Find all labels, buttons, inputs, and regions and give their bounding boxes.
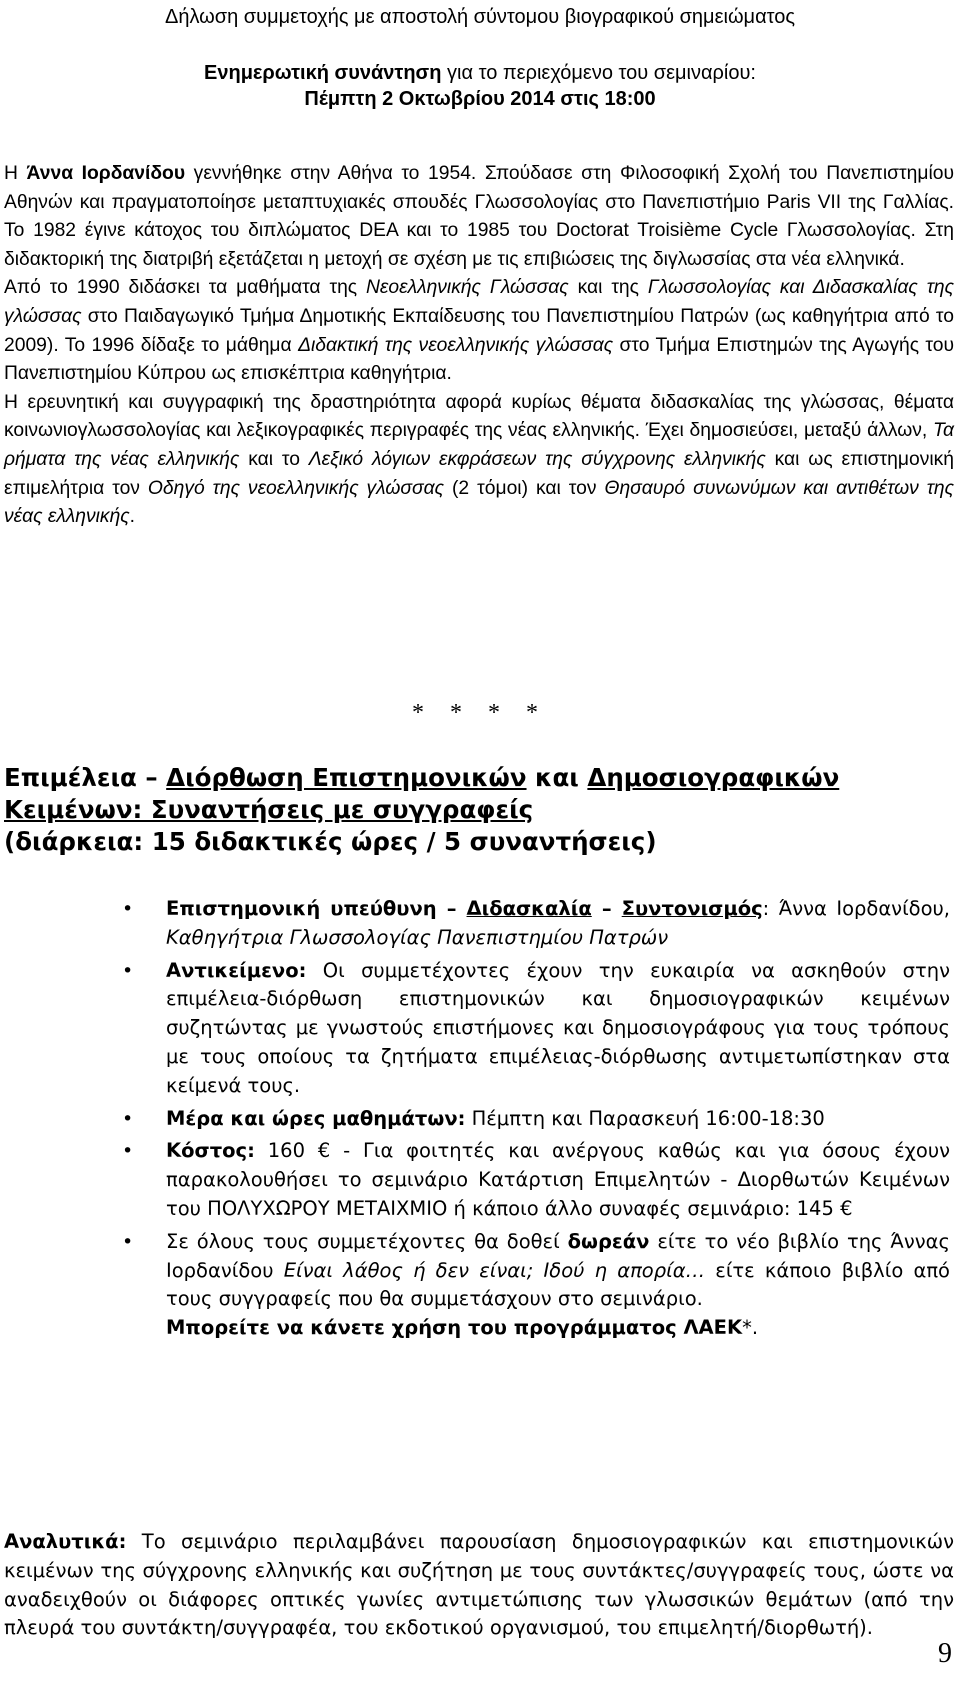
details-label: Αναλυτικά: bbox=[4, 1530, 127, 1553]
bio-text: στο Τμήμα Επιστημών της Αγωγής του Πανεπιστημίου Κύπρου ως επισκέπτρια καθηγήτρια. bbox=[4, 334, 955, 385]
bio-text: στο Παιδαγωγικό Τμήμα Δημοτικής Εκπαίδευσης του Πανεπιστημίου Πατρών (ως καθηγήτρια από το 2009). Το 1996 δίδαξε το μάθημα bbox=[4, 305, 954, 356]
meeting-date bbox=[0, 86, 960, 112]
meeting-date-text: Πέμπτη 2 Οκτωβρίου 2014 στις 18:00 bbox=[304, 88, 656, 110]
item-text: είτε το νέο βιβλίο της Άννας Ιορδανίδου bbox=[166, 1229, 950, 1282]
bullet-icon: • bbox=[122, 1230, 134, 1253]
item-label: Συντονισμός bbox=[621, 897, 763, 920]
item-text: είτε κάποιο βιβλίο από τους συγγραφείς που θα συμμετάσχουν στο σεμινάριο. bbox=[166, 1258, 950, 1311]
list-item-subject bbox=[0, 957, 950, 1101]
book-title: Τα ρήματα της νέας ελληνικής bbox=[4, 420, 954, 470]
laek-footnote-mark: *. bbox=[742, 1316, 759, 1340]
bullet-icon: • bbox=[122, 959, 134, 982]
list-item-cost bbox=[0, 1137, 950, 1223]
book-title: Θησαυρό συνωνύμων και αντιθέτων της νέας ελληνικής bbox=[4, 477, 955, 528]
meeting-label: Ενημερωτική συνάντηση bbox=[204, 62, 442, 84]
bullet-icon: • bbox=[122, 1107, 134, 1130]
item-label: Αντικείμενο: bbox=[166, 958, 307, 982]
item-text: : Άννα Ιορδανίδου, bbox=[762, 897, 951, 920]
course-title-line bbox=[4, 762, 954, 826]
bio-text: Η bbox=[4, 163, 27, 184]
bio-text: Η ερευνητική και συγγραφική της δραστηριότητα αφορά κυρίως θέματα διδασκαλίας της γλώσσας, θέματα κοινωνιογλωσσολογίας και λεξικογραφικές περιγραφές της νέας ελληνικής. Έχει δημοσιεύσει, μεταξύ άλλων, bbox=[4, 391, 954, 442]
meeting-text: για το περιεχόμενο του σεμιναρίου: bbox=[441, 62, 756, 84]
item-label: Κόστος: bbox=[166, 1139, 255, 1163]
course-title-part: και bbox=[526, 763, 588, 792]
meeting-line bbox=[0, 60, 960, 86]
bio-text: και ως επιστημονική επιμελήτρια τον bbox=[4, 448, 954, 499]
laek-note: Μπορείτε να κάνετε χρήση του προγράμματος ΛΑΕΚ bbox=[166, 1316, 743, 1340]
details-paragraph bbox=[4, 1528, 954, 1643]
details-text: Το σεμινάριο περιλαμβάνει παρουσίαση δημοσιογραφικών και επιστημονικών κειμένων της σύγχρονης ελληνικής και συζήτηση με τους συντάκτες/συγγραφείς τους, ώστε να αναδειχθούν οι διάφορες οπτικές γωνίες αντιμετώπισης των γλωσσικών θεμάτων (από την πλευρά του συντάκτη/συγγραφέα, του εκδοτικού οργανισμού, του επιμελητή/διορθωτή). bbox=[4, 1530, 954, 1640]
item-text: δωρεάν bbox=[567, 1229, 650, 1253]
bullet-icon: • bbox=[122, 898, 134, 920]
list-item-gift bbox=[0, 1228, 950, 1343]
book-title: Οδηγό της νεοελληνικής γλώσσας bbox=[147, 477, 445, 499]
section-separator: * * * * bbox=[412, 700, 548, 726]
item-text: 160 € - Για φοιτητές και ανέργους καθώς και για όσους έχουν παρακολουθήσει το σεμινάριο Κατάρτιση Επιμελητών - Διορθωτών Κειμένων του ΠΟΛΥΧΩΡΟΥ ΜΕΤΑΙΧΜΙΟ ή κάποιο άλλο συναφές σεμινάριο: 145 € bbox=[166, 1139, 950, 1220]
item-label: Διδασκαλία bbox=[466, 897, 592, 920]
course-title: Γλωσσολογίας και Διδασκαλίας της γλώσσας bbox=[4, 277, 954, 327]
bio-text: (2 τόμοι) και τον bbox=[444, 477, 605, 499]
bio-paragraph-2 bbox=[4, 274, 954, 388]
course-info-list bbox=[0, 895, 950, 1347]
course-title-part: Επιμέλεια – bbox=[4, 763, 167, 792]
bio-paragraph-3 bbox=[4, 389, 954, 532]
item-text: Σε όλους τους συμμετέχοντες θα δοθεί bbox=[166, 1229, 568, 1253]
meeting-info bbox=[0, 60, 960, 112]
bio-text: γεννήθηκε στην Αθήνα το 1954. Σπούδασε στη Φιλοσοφική Σχολή του Πανεπιστημίου Αθηνών και πραγματοποίησε μεταπτυχιακές σπουδές Γλωσσολογίας στο Πανεπιστήμιο Paris VII της Γαλλίας. Το 1982 έγινε κάτοχος του διπλώματος DEA και το 1985 του Doctorat Troisième Cycle Γλωσσολογίας. Στη διδακτορική της διατριβή εξετάζεται η μετοχή σε σχέση με τις επιβιώσεις της διγλωσσίας στα νέα ελληνικά. bbox=[4, 163, 955, 270]
book-title: Είναι λάθος ή δεν είναι; Ιδού η απορία… bbox=[283, 1258, 706, 1282]
course-title-part: Διόρθωση Επιστημονικών bbox=[166, 763, 527, 792]
list-item-schedule bbox=[0, 1105, 950, 1134]
course-title: Νεοελληνικής Γλώσσας bbox=[366, 277, 569, 299]
page-number: 9 bbox=[938, 1638, 952, 1669]
item-label: Επιστημονική υπεύθυνη – bbox=[166, 897, 467, 920]
course-heading bbox=[4, 762, 954, 858]
bio-text: Από το 1990 διδάσκει τα μαθήματα της bbox=[4, 277, 366, 299]
course-title: Διδακτική της νεοελληνικής γλώσσας bbox=[298, 334, 614, 356]
course-duration: (διάρκεια: 15 διδακτικές ώρες / 5 συναντήσεις) bbox=[4, 827, 657, 856]
item-label: – bbox=[591, 897, 622, 920]
item-text: Πέμπτη και Παρασκευή 16:00-18:30 bbox=[465, 1106, 825, 1130]
page-header bbox=[0, 4, 960, 30]
bio-text: και της bbox=[568, 277, 648, 299]
book-title: Λεξικό λόγιων εκφράσεων της σύγχρονης ελληνικής bbox=[308, 448, 766, 470]
header-title: Δήλωση συμμετοχής με αποστολή σύντομου βιογραφικού σημειώματος bbox=[164, 6, 796, 28]
course-title-part: Δημοσιογραφικών Κειμένων: Συναντήσεις με συγγραφείς bbox=[4, 763, 840, 824]
item-text: Οι συμμετέχοντες έχουν την ευκαιρία να ασκηθούν στην επιμέλεια-διόρθωση επιστημονικών και δημοσιογραφικών κειμένων συζητώντας με γνωστούς επιστήμονες και δημοσιογράφους για τους τρόπους με τους οποίους τα ζητήματα επιμέλειας-διόρθωσης αντιμετωπίστηκαν στα κείμενά τους. bbox=[166, 958, 950, 1097]
item-label: Μέρα και ώρες μαθημάτων: bbox=[166, 1106, 466, 1130]
bio-text: . bbox=[129, 506, 136, 528]
bio-paragraph-1 bbox=[4, 160, 954, 274]
biography bbox=[4, 160, 954, 532]
bullet-icon: • bbox=[122, 1140, 134, 1163]
bio-text: και το bbox=[239, 448, 309, 470]
list-item-instructor bbox=[0, 895, 950, 953]
author-name: Άννα Ιορδανίδου bbox=[26, 163, 186, 184]
item-text: Καθηγήτρια Γλωσσολογίας Πανεπιστημίου Πατρών bbox=[166, 925, 669, 949]
